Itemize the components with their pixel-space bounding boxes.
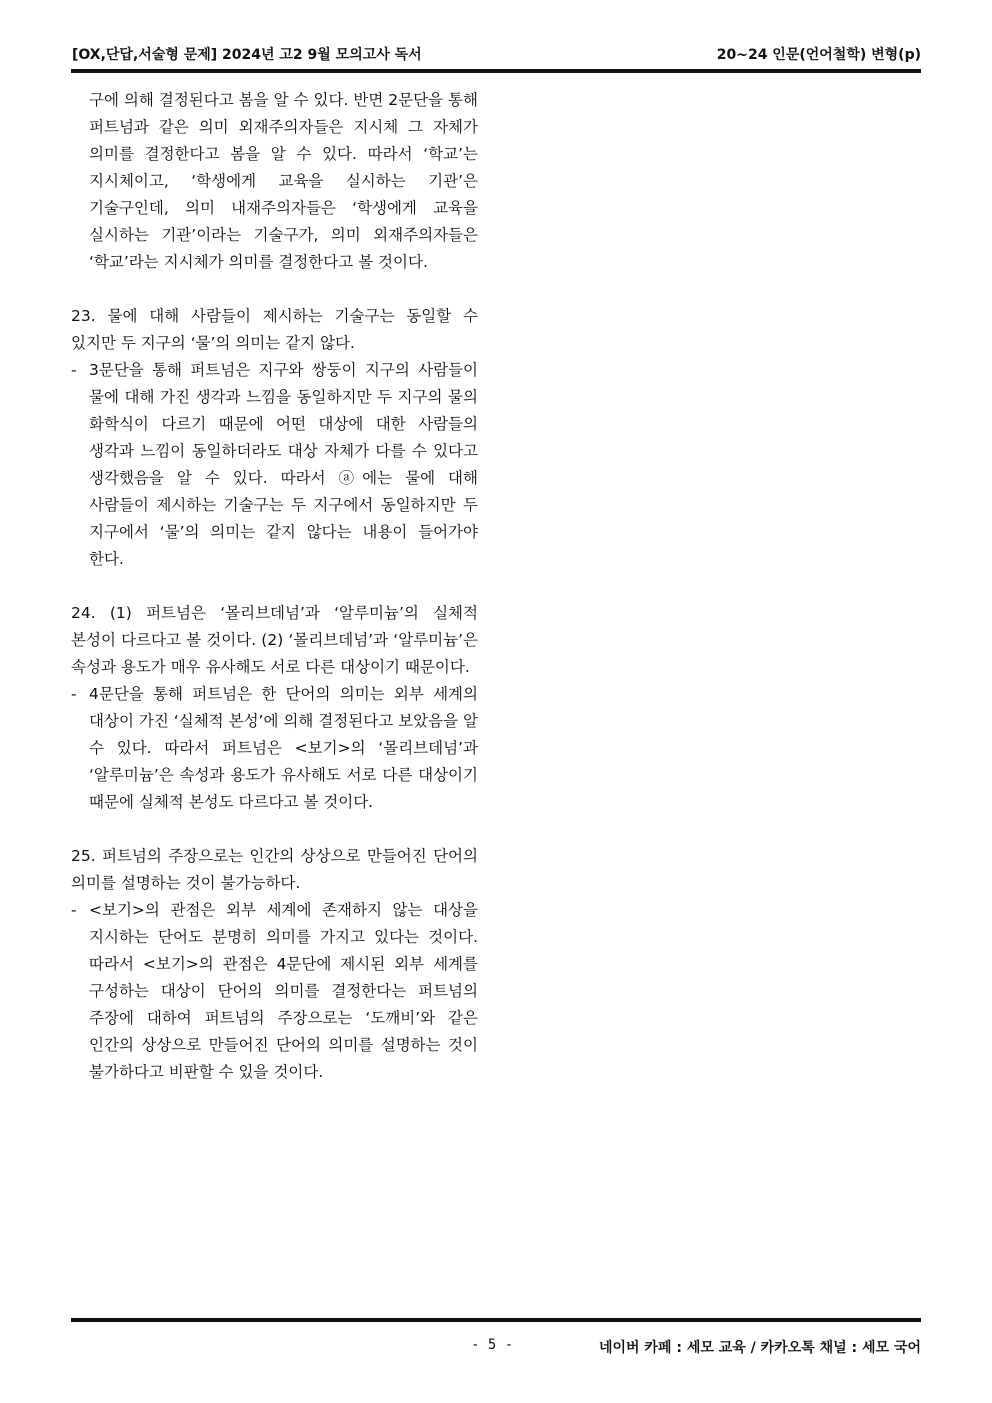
spacer bbox=[71, 816, 478, 843]
question-block-23 bbox=[71, 303, 478, 573]
page-header bbox=[72, 44, 921, 66]
footer-rule bbox=[71, 1318, 921, 1322]
explanation-text: <보기>의 관점은 외부 세계에 존재하지 않는 대상을 지시하는 단어도 분명히 의미를 가지고 있다는 것이다. 따라서 <보기>의 관점은 4문단에 제시된 외부 세계를 구성하는 대상이 단어의 의미를 결정한다는 퍼트넘의 주장에 대하여 퍼트넘의 주장으로는 ‘도깨비’와 같은 인간의 상상으로 만들어진 단어의 의미를 설명하는 것이 불가하다고 비판할 수 있을 것이다. bbox=[89, 901, 478, 1081]
dash-marker: - bbox=[71, 901, 77, 919]
answer-explanation bbox=[71, 681, 478, 816]
footer-channel-info: 네이버 카페 : 세모 교육 / 카카오톡 채널 : 세모 국어 bbox=[598, 1340, 921, 1356]
page-number: - 5 - bbox=[471, 1337, 514, 1353]
question-answer: 25. 퍼트넘의 주장으로는 인간의 상상으로 만들어진 단어의 의미를 설명하는 것이 불가능하다. bbox=[71, 847, 478, 892]
explanation-text: 3문단을 통해 퍼트넘은 지구와 쌍둥이 지구의 사람들이 물에 대해 가진 생각과 느낌을 동일하지만 두 지구의 물의 화학식이 다르기 때문에 어떤 대상에 대한 사람들의 생각과 느낌이 동일하더라도 대상 자체가 다를 수 있다고 생각했음을 알 수 있다. 따라서 ⓐ에는 물에 대해 사람들이 제시하는 기술구는 두 지구에서 동일하지만 두 지구에서 ‘물’의 의미는 같지 않다는 내용이 들어가야 한다. bbox=[89, 361, 478, 568]
header-rule bbox=[71, 69, 921, 73]
question-answer: 23. 물에 대해 사람들이 제시하는 기술구는 동일할 수 있지만 두 지구의 ‘물’의 의미는 같지 않다. bbox=[71, 307, 478, 352]
spacer bbox=[71, 276, 478, 303]
main-column bbox=[71, 87, 478, 1086]
header-title: [OX,단답,서술형 문제] 2024년 고2 9월 모의고사 독서 bbox=[72, 47, 422, 63]
answer-explanation bbox=[71, 357, 478, 573]
question-block-25 bbox=[71, 843, 478, 1086]
spacer bbox=[71, 573, 478, 600]
question-answer: 24. (1) 퍼트넘은 ‘몰리브데넘’과 ‘알루미늄’의 실체적 본성이 다르다고 볼 것이다. (2) ‘몰리브데넘’과 ‘알루미늄’은 속성과 용도가 매우 유사해도 서로 다른 대상이기 때문이다. bbox=[71, 604, 478, 676]
dash-marker: - bbox=[71, 685, 77, 703]
answer-explanation bbox=[71, 897, 478, 1086]
header-section: 20~24 인문(언어철학) 변형(p) bbox=[716, 47, 921, 63]
dash-marker: - bbox=[71, 361, 77, 379]
explanation-text: 4문단을 통해 퍼트넘은 한 단어의 의미는 외부 세계의 대상이 가진 ‘실체적 본성’에 의해 결정된다고 보았음을 알 수 있다. 따라서 퍼트넘은 <보기>의 ‘몰리브데넘’과 ‘알루미늄’은 속성과 용도가 유사해도 서로 다른 대상이기 때문에 실체적 본성도 다르다고 볼 것이다. bbox=[89, 685, 478, 811]
question-block-24 bbox=[71, 600, 478, 816]
continued-explanation: 구에 의해 결정된다고 봄을 알 수 있다. 반면 2문단을 통해 퍼트넘과 같은 의미 외재주의자들은 지시체 그 자체가 의미를 결정한다고 봄을 알 수 있다. 따라서 ‘학교’는 지시체이고, ‘학생에게 교육을 실시하는 기관’은 기술구인데, 의미 내재주의자들은 ‘학생에게 교육을 실시하는 기관’이라는 기술구가, 의미 외재주의자들은 ‘학교’라는 지시체가 의미를 결정한다고 볼 것이다. bbox=[89, 91, 478, 271]
